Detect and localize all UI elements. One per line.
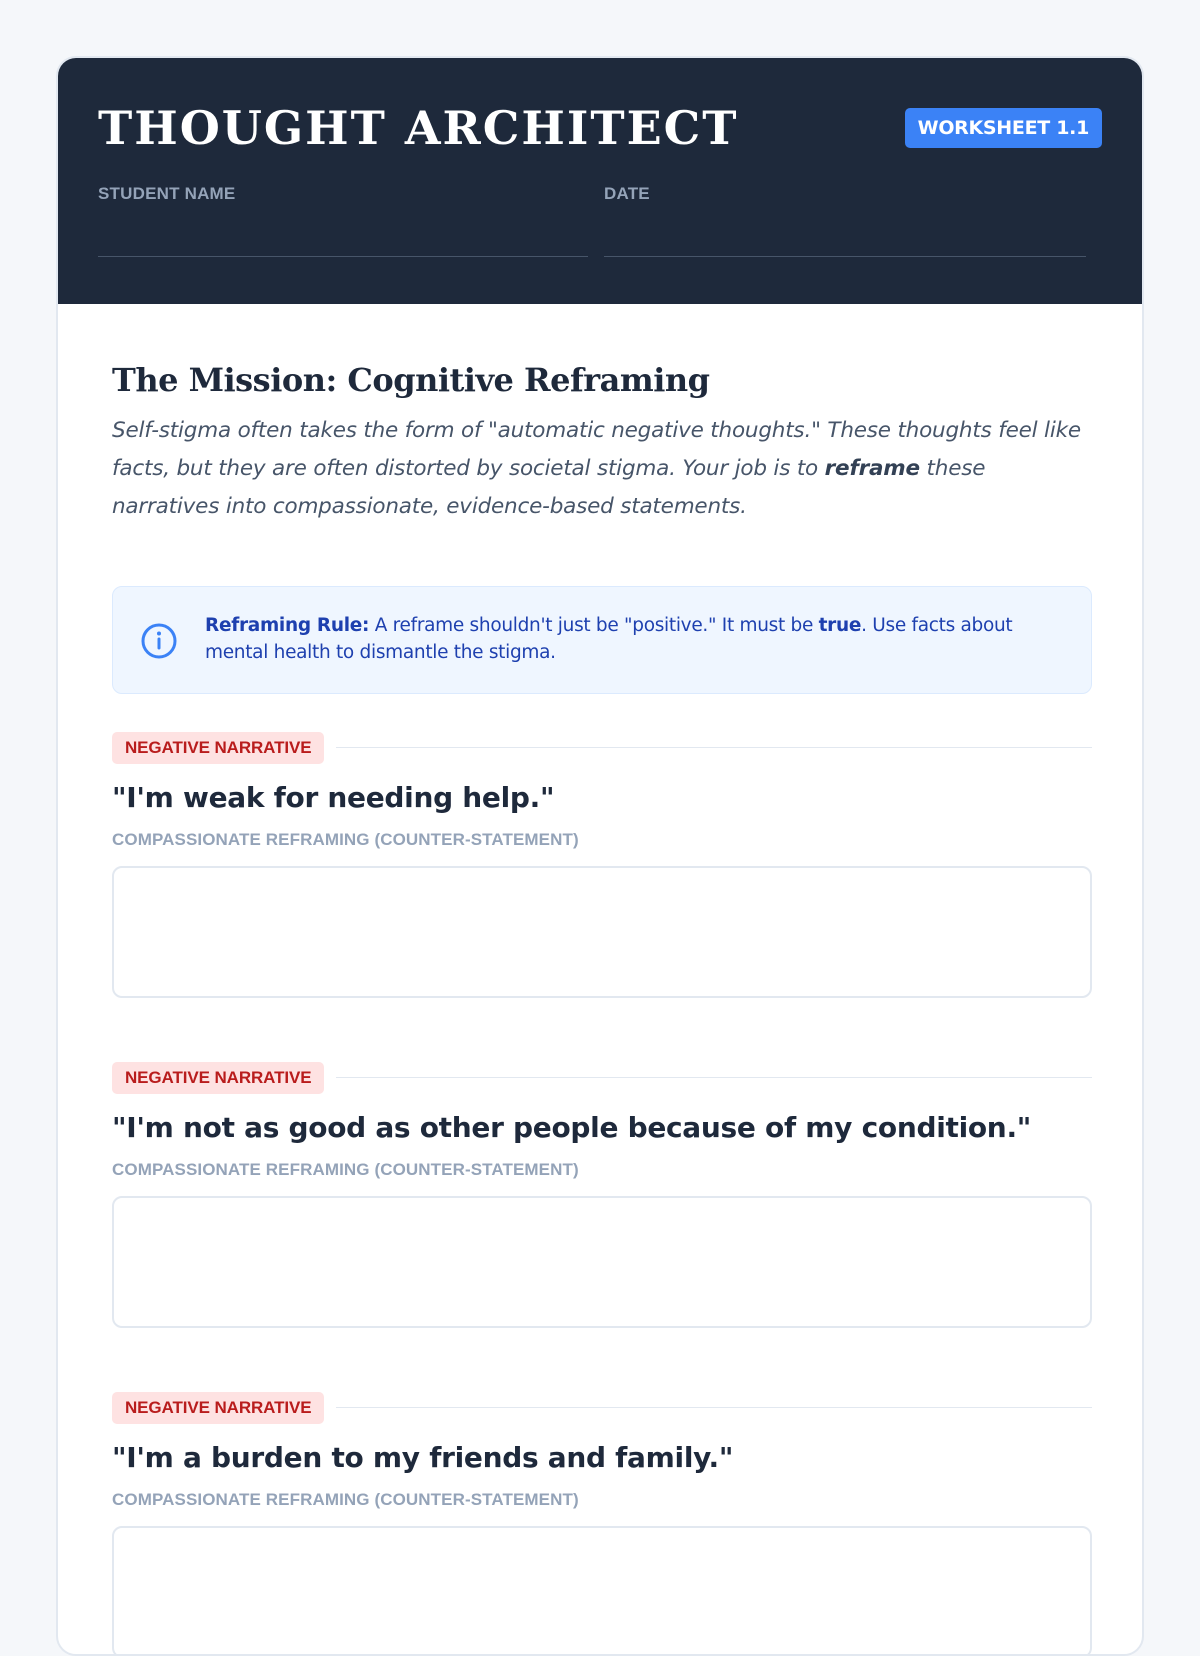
narrative-divider — [336, 1077, 1092, 1078]
date-line[interactable] — [604, 256, 1086, 257]
narrative-header — [112, 732, 1092, 764]
narrative-divider — [336, 747, 1092, 748]
mission-description — [112, 412, 1092, 526]
date-label: DATE — [604, 184, 650, 203]
narrative-divider — [336, 1407, 1092, 1408]
student-name-line[interactable] — [98, 256, 588, 257]
mission-title: The Mission: Cognitive Reframing — [112, 361, 710, 399]
reframe-label: COMPASSIONATE REFRAMING (COUNTER-STATEMENT) — [112, 1490, 579, 1509]
reframing-rule-emphasis: true — [818, 615, 862, 636]
info-icon — [139, 621, 179, 661]
narrative-item — [112, 1392, 1092, 1656]
worksheet-header — [58, 58, 1142, 304]
mission-text-start: Self-stigma often takes the form of "automatic negative thoughts." These thoughts feel like facts, but they are often distorted by societal stigma. Your job is to — [112, 418, 1081, 481]
reframe-input[interactable] — [112, 1196, 1092, 1328]
worksheet-card — [56, 56, 1144, 1656]
negative-thought-quote: "I'm not as good as other people because of my condition." — [112, 1111, 1032, 1144]
reframe-input[interactable] — [112, 1526, 1092, 1656]
date-field[interactable] — [604, 184, 1086, 257]
reframe-label: COMPASSIONATE REFRAMING (COUNTER-STATEMENT) — [112, 830, 579, 849]
reframing-rule-label: Reframing Rule: — [205, 615, 370, 636]
reframing-rule-text — [205, 612, 1065, 666]
worksheet-title: THOUGHT ARCHITECT — [98, 101, 739, 155]
narrative-item — [112, 1062, 1092, 1328]
reframing-rule-callout — [112, 586, 1092, 694]
reframe-label: COMPASSIONATE REFRAMING (COUNTER-STATEMENT) — [112, 1160, 579, 1179]
negative-narrative-badge: NEGATIVE NARRATIVE — [112, 1062, 324, 1094]
negative-thought-quote: "I'm weak for needing help." — [112, 781, 555, 814]
narrative-item — [112, 732, 1092, 998]
student-name-label: STUDENT NAME — [98, 184, 236, 203]
worksheet-badge: WORKSHEET 1.1 — [905, 108, 1102, 148]
reframe-input[interactable] — [112, 866, 1092, 998]
narrative-header — [112, 1392, 1092, 1424]
narrative-header — [112, 1062, 1092, 1094]
negative-thought-quote: "I'm a burden to my friends and family." — [112, 1441, 734, 1474]
mission-text-emphasis: reframe — [824, 456, 920, 481]
mission-text-end: these narratives into compassionate, evidence-based statements. — [112, 456, 986, 519]
negative-narrative-badge: NEGATIVE NARRATIVE — [112, 732, 324, 764]
reframing-rule-text-start: A reframe shouldn't just be "positive." It must be — [369, 615, 819, 636]
reframing-rule-text-end: . Use facts about mental health to dismantle the stigma. — [205, 615, 1013, 663]
negative-narrative-badge: NEGATIVE NARRATIVE — [112, 1392, 324, 1424]
student-name-field[interactable] — [98, 184, 588, 257]
